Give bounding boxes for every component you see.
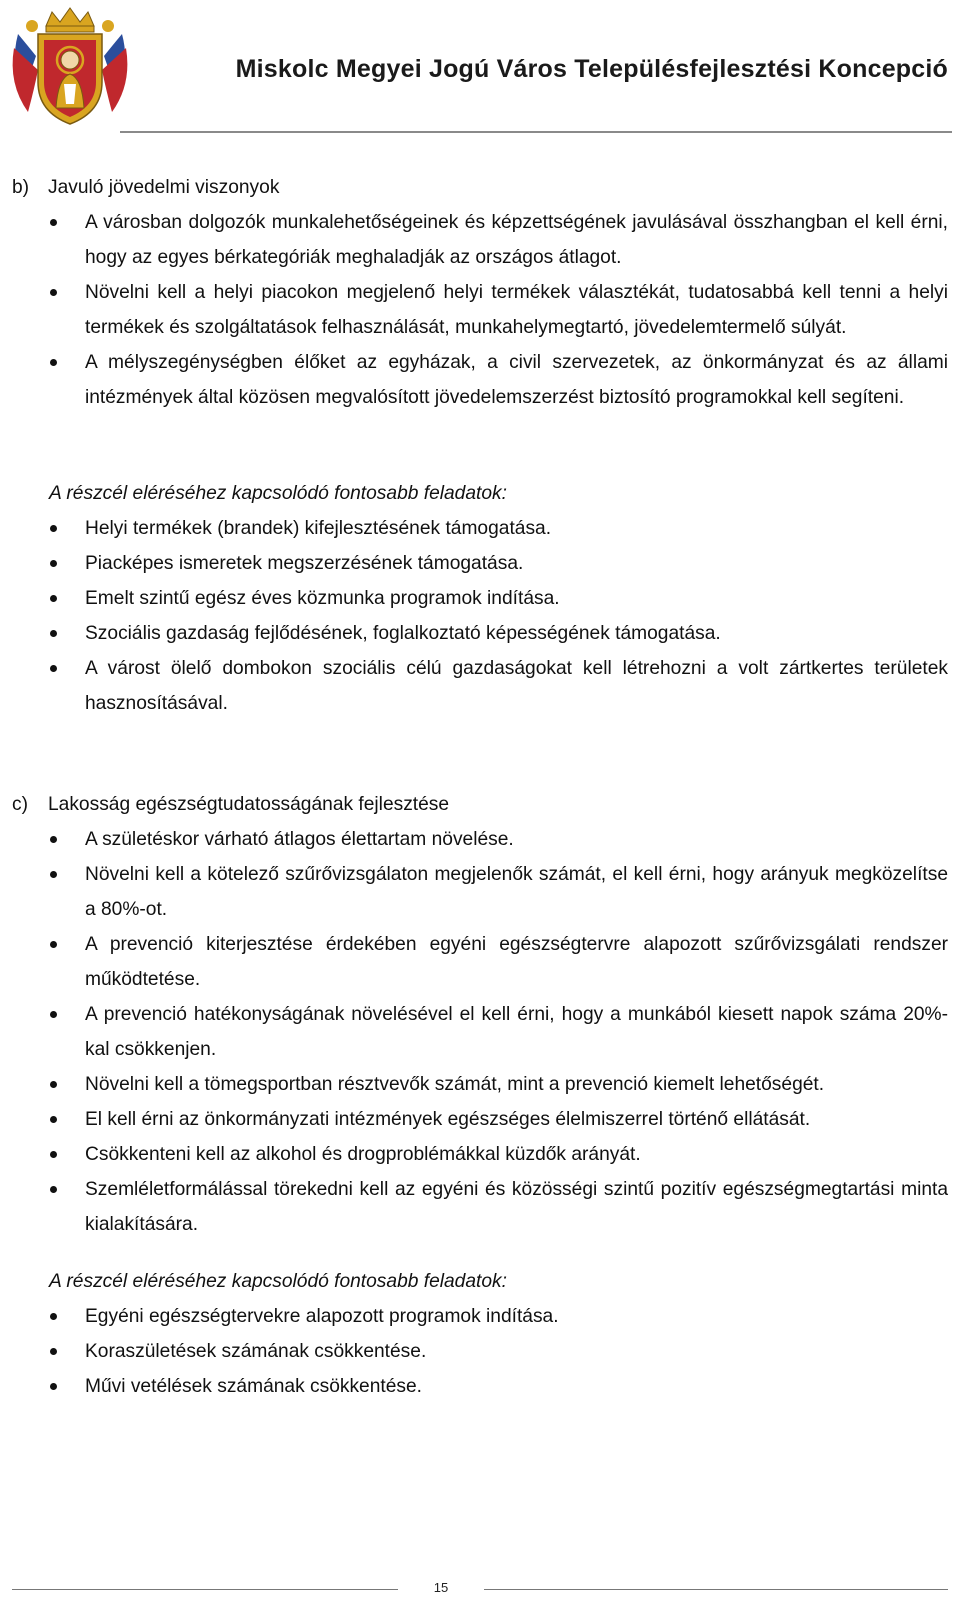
- list-item: [12, 1172, 948, 1242]
- list-item: [12, 511, 948, 546]
- list-item: [12, 275, 948, 345]
- header-divider: [120, 131, 952, 133]
- section-b-title: Javuló jövedelmi viszonyok: [48, 177, 280, 198]
- list-item: [12, 1369, 948, 1404]
- bullet-icon: [50, 1186, 57, 1193]
- section-b-goals-list: [12, 205, 948, 415]
- list-item-text: Koraszületések számának csökkentése.: [85, 1341, 427, 1362]
- section-c-tasks-heading: A részcél eléréséhez kapcsolódó fontosabb feladatok:: [49, 1271, 507, 1292]
- list-item-text: Növelni kell a kötelező szűrővizsgálaton megjelenők számát, el kell érni, hogy arányuk megközelítse a 80%-ot.: [85, 864, 948, 920]
- section-c-letter: c): [12, 794, 28, 815]
- list-item-text: A prevenció hatékonyságának növelésével el kell érni, hogy a munkából kiesett napok száma 20%-kal csökkenjen.: [85, 1004, 948, 1060]
- coat-of-arms-logo: [8, 4, 132, 128]
- document-title: Miskolc Megyei Jogú Város Településfejlesztési Koncepció: [235, 55, 948, 83]
- list-item: [12, 1137, 948, 1172]
- list-item: [12, 205, 948, 275]
- spacer: [12, 415, 948, 476]
- list-item: [12, 1067, 948, 1102]
- list-item: [12, 616, 948, 651]
- bullet-icon: [50, 595, 57, 602]
- list-item-text: A városban dolgozók munkalehetőségeinek és képzettségének javulásával összhangban el kell érni, hogy az egyes bérkategóriák meghaladják az országos átlagot.: [85, 212, 948, 268]
- bullet-icon: [50, 289, 57, 296]
- bullet-icon: [50, 525, 57, 532]
- list-item: [12, 1299, 948, 1334]
- list-item: [12, 822, 948, 857]
- list-item: [12, 997, 948, 1067]
- bullet-icon: [50, 836, 57, 843]
- bullet-icon: [50, 1151, 57, 1158]
- list-item: [12, 1102, 948, 1137]
- bullet-icon: [50, 1116, 57, 1123]
- list-item-text: Szociális gazdaság fejlődésének, foglalkoztató képességének támogatása.: [85, 623, 721, 644]
- bullet-icon: [50, 1081, 57, 1088]
- list-item-text: Emelt szintű egész éves közmunka programok indítása.: [85, 588, 560, 609]
- section-c-goals-list: [12, 822, 948, 1242]
- page-content: [12, 170, 948, 1404]
- bullet-icon: [50, 1383, 57, 1390]
- page-footer: [0, 1572, 960, 1602]
- bullet-icon: [50, 941, 57, 948]
- list-item-text: Helyi termékek (brandek) kifejlesztésének támogatása.: [85, 518, 552, 539]
- list-item-text: Művi vetélések számának csökkentése.: [85, 1376, 422, 1397]
- bullet-icon: [50, 665, 57, 672]
- bullet-icon: [50, 1011, 57, 1018]
- section-b-tasks-heading: A részcél eléréséhez kapcsolódó fontosabb feladatok:: [49, 483, 507, 504]
- section-c-tasks-list: [12, 1299, 948, 1404]
- section-b-letter: b): [12, 177, 30, 198]
- bullet-icon: [50, 630, 57, 637]
- section-b-heading: [12, 170, 948, 205]
- list-item-text: Növelni kell a tömegsportban résztvevők számát, mint a prevenció kiemelt lehetőségét.: [85, 1074, 825, 1095]
- list-item-text: A várost ölelő dombokon szociális célú gazdaságokat kell létrehozni a volt zártkertes területek hasznosításával.: [85, 658, 948, 714]
- list-item: [12, 927, 948, 997]
- section-c-title: Lakosság egészségtudatosságának fejlesztése: [48, 794, 450, 815]
- list-item-text: A prevenció kiterjesztése érdekében egyéni egészségtervre alapozott szűrővizsgálati rendszer működtetése.: [85, 934, 948, 990]
- bullet-icon: [50, 1348, 57, 1355]
- list-item-text: A mélyszegénységben élőket az egyházak, a civil szervezetek, az önkormányzat és az állami intézmények által közösen megvalósított jövedelemszerzést biztosító programokkal kell segíteni.: [85, 352, 948, 408]
- list-item-text: Csökkenteni kell az alkohol és drogproblémákkal küzdők arányát.: [85, 1144, 641, 1165]
- section-b-tasks-list: [12, 511, 948, 721]
- list-item-text: Egyéni egészségtervekre alapozott programok indítása.: [85, 1306, 559, 1327]
- bullet-icon: [50, 560, 57, 567]
- list-item-text: El kell érni az önkormányzati intézmények egészséges élelmiszerrel történő ellátását.: [85, 1109, 811, 1130]
- page-header: [0, 0, 960, 140]
- footer-divider-left: [12, 1589, 398, 1590]
- list-item: [12, 581, 948, 616]
- bullet-icon: [50, 219, 57, 226]
- list-item: [12, 1334, 948, 1369]
- list-item-text: Piacképes ismeretek megszerzésének támogatása.: [85, 553, 524, 574]
- spacer: [12, 1242, 948, 1264]
- list-item-text: Szemléletformálással törekedni kell az egyéni és közösségi szintű pozitív egészségmegtartási minta kialakítására.: [85, 1179, 948, 1235]
- list-item: [12, 857, 948, 927]
- section-c-heading: [12, 787, 948, 822]
- bullet-icon: [50, 871, 57, 878]
- list-item: [12, 546, 948, 581]
- list-item: [12, 345, 948, 415]
- bullet-icon: [50, 1313, 57, 1320]
- spacer: [12, 721, 948, 787]
- bullet-icon: [50, 359, 57, 366]
- page-number: 15: [433, 1580, 449, 1595]
- footer-divider-right: [484, 1589, 948, 1590]
- list-item-text: Növelni kell a helyi piacokon megjelenő helyi termékek választékát, tudatosabbá kell tenni a helyi termékek és szolgáltatások felhasználását, munkahelymegtartó, jövedelemtermelő súlyát.: [85, 282, 948, 338]
- list-item-text: A születéskor várható átlagos élettartam növelése.: [85, 829, 514, 850]
- list-item: [12, 651, 948, 721]
